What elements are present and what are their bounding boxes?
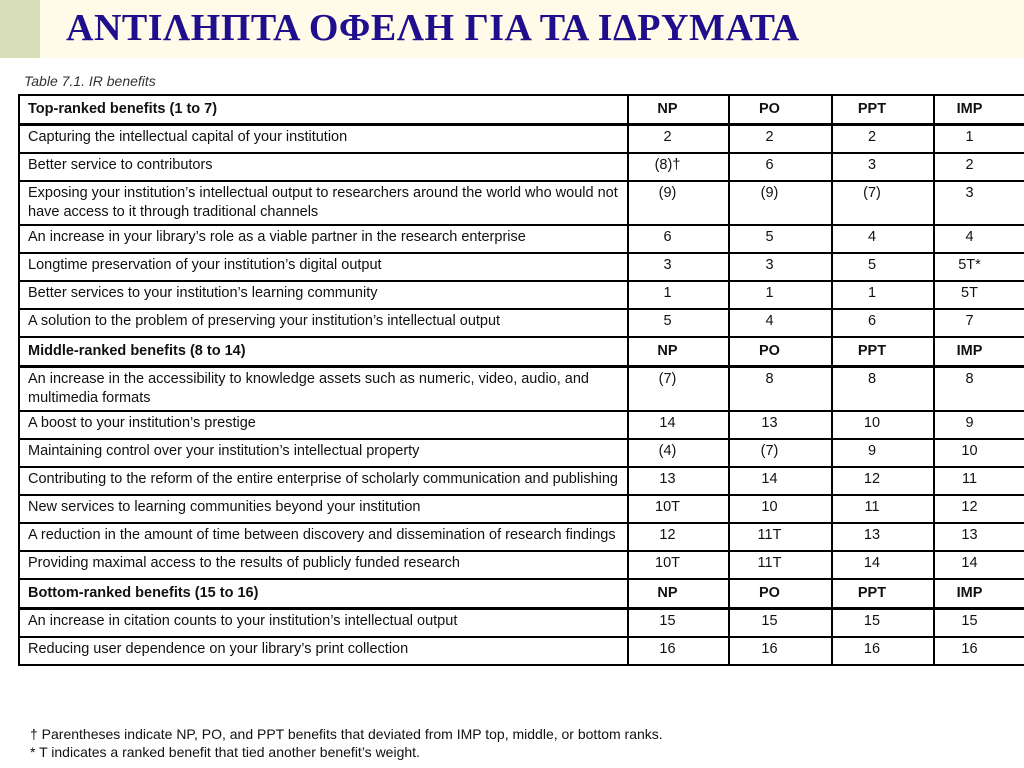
rank-cell: (7) bbox=[832, 181, 934, 225]
rank-cell: 16 bbox=[628, 637, 729, 665]
rank-cell: 8 bbox=[934, 367, 1024, 412]
table-row bbox=[19, 637, 1024, 665]
rank-cell: 14 bbox=[934, 551, 1024, 579]
column-header: PPT bbox=[832, 95, 934, 125]
table-row bbox=[19, 153, 1024, 181]
rank-cell: 11T bbox=[729, 551, 832, 579]
benefit-label: A reduction in the amount of time between discovery and dissemination of research findings bbox=[19, 523, 628, 551]
rank-cell: 13 bbox=[628, 467, 729, 495]
rank-cell: 2 bbox=[832, 125, 934, 154]
benefit-label: Longtime preservation of your institution’s digital output bbox=[19, 253, 628, 281]
column-header: PO bbox=[729, 579, 832, 609]
rank-cell: (8)† bbox=[628, 153, 729, 181]
rank-cell: 1 bbox=[729, 281, 832, 309]
column-header: IMP bbox=[934, 95, 1024, 125]
rank-cell: 12 bbox=[832, 467, 934, 495]
table-row bbox=[19, 439, 1024, 467]
rank-cell: 3 bbox=[832, 153, 934, 181]
slide-title: ΑΝΤΙΛΗΠΤΑ ΟΦΕΛΗ ΓΙΑ ΤΑ ΙΔΡΥΜΑΤΑ bbox=[66, 7, 800, 49]
benefit-label: A solution to the problem of preserving your institution’s intellectual output bbox=[19, 309, 628, 337]
table-caption: Table 7.1. IR benefits bbox=[24, 73, 156, 89]
rank-cell: 8 bbox=[729, 367, 832, 412]
rank-cell: (9) bbox=[729, 181, 832, 225]
rank-cell: 6 bbox=[832, 309, 934, 337]
rank-cell: 16 bbox=[832, 637, 934, 665]
rank-cell: 15 bbox=[934, 609, 1024, 638]
rank-cell: 5 bbox=[729, 225, 832, 253]
rank-cell: 4 bbox=[934, 225, 1024, 253]
table-row bbox=[19, 125, 1024, 154]
footnote: * T indicates a ranked benefit that tied another benefit’s weight. bbox=[30, 744, 420, 760]
section-header-row bbox=[19, 579, 1024, 609]
table-row bbox=[19, 523, 1024, 551]
rank-cell: (4) bbox=[628, 439, 729, 467]
rank-cell: 8 bbox=[832, 367, 934, 412]
table-row bbox=[19, 367, 1024, 412]
benefit-label: Maintaining control over your institution’s intellectual property bbox=[19, 439, 628, 467]
rank-cell: 11 bbox=[832, 495, 934, 523]
rank-cell: 1 bbox=[934, 125, 1024, 154]
column-header: NP bbox=[628, 337, 729, 367]
rank-cell: 5T* bbox=[934, 253, 1024, 281]
benefit-label: Contributing to the reform of the entire enterprise of scholarly communication and publishing bbox=[19, 467, 628, 495]
rank-cell: 2 bbox=[628, 125, 729, 154]
rank-cell: 3 bbox=[729, 253, 832, 281]
rank-cell: 11T bbox=[729, 523, 832, 551]
section-header-row bbox=[19, 95, 1024, 125]
benefit-label: An increase in citation counts to your institution’s intellectual output bbox=[19, 609, 628, 638]
rank-cell: 1 bbox=[832, 281, 934, 309]
rank-cell: 10T bbox=[628, 551, 729, 579]
section-header: Top-ranked benefits (1 to 7) bbox=[19, 95, 628, 125]
benefit-label: Capturing the intellectual capital of your institution bbox=[19, 125, 628, 154]
rank-cell: 3 bbox=[628, 253, 729, 281]
section-header: Bottom-ranked benefits (15 to 16) bbox=[19, 579, 628, 609]
rank-cell: 6 bbox=[628, 225, 729, 253]
rank-cell: 10 bbox=[934, 439, 1024, 467]
benefit-label: Reducing user dependence on your library’s print collection bbox=[19, 637, 628, 665]
benefit-label: Better services to your institution’s learning community bbox=[19, 281, 628, 309]
accent-bar bbox=[0, 0, 40, 58]
rank-cell: 5T bbox=[934, 281, 1024, 309]
rank-cell: 13 bbox=[832, 523, 934, 551]
rank-cell: 9 bbox=[934, 411, 1024, 439]
table-row bbox=[19, 609, 1024, 638]
ir-benefits-table bbox=[18, 94, 1024, 666]
table-row bbox=[19, 551, 1024, 579]
benefit-label: Exposing your institution’s intellectual output to researchers around the world who would not have access to it through traditional channels bbox=[19, 181, 628, 225]
rank-cell: 9 bbox=[832, 439, 934, 467]
section-header-row bbox=[19, 337, 1024, 367]
rank-cell: 2 bbox=[729, 125, 832, 154]
rank-cell: 15 bbox=[832, 609, 934, 638]
column-header: IMP bbox=[934, 337, 1024, 367]
benefit-label: Better service to contributors bbox=[19, 153, 628, 181]
rank-cell: 12 bbox=[934, 495, 1024, 523]
column-header: PO bbox=[729, 95, 832, 125]
rank-cell: 6 bbox=[729, 153, 832, 181]
benefit-label: Providing maximal access to the results of publicly funded research bbox=[19, 551, 628, 579]
rank-cell: 13 bbox=[729, 411, 832, 439]
rank-cell: 4 bbox=[729, 309, 832, 337]
rank-cell: 14 bbox=[832, 551, 934, 579]
table-row bbox=[19, 309, 1024, 337]
rank-cell: 5 bbox=[832, 253, 934, 281]
rank-cell: 12 bbox=[628, 523, 729, 551]
table-row bbox=[19, 225, 1024, 253]
table-row bbox=[19, 253, 1024, 281]
column-header: PO bbox=[729, 337, 832, 367]
footnote: † Parentheses indicate NP, PO, and PPT benefits that deviated from IMP top, middle, or bottom ranks. bbox=[30, 726, 663, 742]
benefit-label: New services to learning communities beyond your institution bbox=[19, 495, 628, 523]
table-row bbox=[19, 495, 1024, 523]
section-header: Middle-ranked benefits (8 to 14) bbox=[19, 337, 628, 367]
table-row bbox=[19, 281, 1024, 309]
benefit-label: A boost to your institution’s prestige bbox=[19, 411, 628, 439]
rank-cell: 16 bbox=[729, 637, 832, 665]
rank-cell: 10 bbox=[832, 411, 934, 439]
rank-cell: 1 bbox=[628, 281, 729, 309]
column-header: IMP bbox=[934, 579, 1024, 609]
rank-cell: (7) bbox=[628, 367, 729, 412]
rank-cell: 11 bbox=[934, 467, 1024, 495]
table-row bbox=[19, 181, 1024, 225]
benefit-label: An increase in the accessibility to knowledge assets such as numeric, video, audio, and multimedia formats bbox=[19, 367, 628, 412]
rank-cell: 15 bbox=[729, 609, 832, 638]
column-header: PPT bbox=[832, 337, 934, 367]
rank-cell: 4 bbox=[832, 225, 934, 253]
rank-cell: 14 bbox=[729, 467, 832, 495]
rank-cell: 7 bbox=[934, 309, 1024, 337]
footnotes bbox=[30, 725, 663, 761]
table-row bbox=[19, 467, 1024, 495]
table-row bbox=[19, 411, 1024, 439]
rank-cell: 2 bbox=[934, 153, 1024, 181]
rank-cell: 10T bbox=[628, 495, 729, 523]
benefit-label: An increase in your library’s role as a viable partner in the research enterprise bbox=[19, 225, 628, 253]
rank-cell: 10 bbox=[729, 495, 832, 523]
rank-cell: 3 bbox=[934, 181, 1024, 225]
column-header: NP bbox=[628, 95, 729, 125]
rank-cell: 5 bbox=[628, 309, 729, 337]
column-header: NP bbox=[628, 579, 729, 609]
rank-cell: 13 bbox=[934, 523, 1024, 551]
rank-cell: (9) bbox=[628, 181, 729, 225]
rank-cell: 15 bbox=[628, 609, 729, 638]
column-header: PPT bbox=[832, 579, 934, 609]
rank-cell: 14 bbox=[628, 411, 729, 439]
rank-cell: 16 bbox=[934, 637, 1024, 665]
table-body bbox=[19, 95, 1024, 665]
rank-cell: (7) bbox=[729, 439, 832, 467]
